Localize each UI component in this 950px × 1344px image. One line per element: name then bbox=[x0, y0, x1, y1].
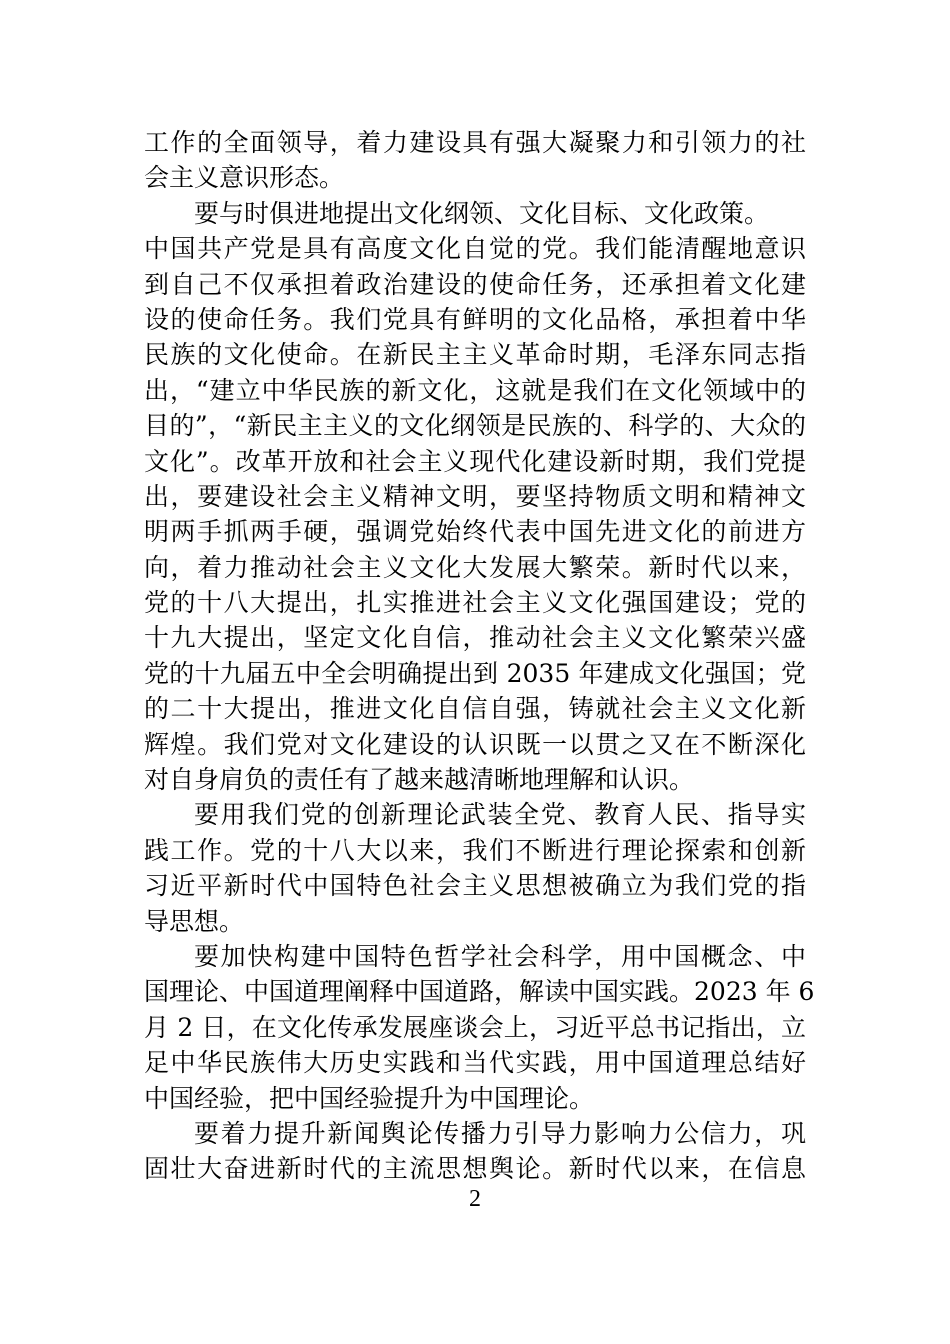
page-number: 2 bbox=[469, 1186, 481, 1212]
text-line: 导思想。 bbox=[144, 906, 245, 936]
text-line: 中国共产党是具有高度文化自觉的党。我们能清醒地意识 bbox=[144, 234, 806, 264]
text-line: 中国经验，把中国经验提升为中国理论。 bbox=[144, 1083, 595, 1113]
paragraph-start-line: 要着力提升新闻舆论传播力引导力影响力公信力，巩 bbox=[194, 1118, 806, 1148]
text-line: 辉煌。我们党对文化建设的认识既一以贯之又在不断深化 bbox=[144, 729, 806, 759]
text-line: 出，要建设社会主义精神文明，要坚持物质文明和精神文 bbox=[144, 481, 806, 511]
body-text bbox=[144, 125, 815, 1187]
paragraph-start-line: 要加快构建中国特色哲学社会科学，用中国概念、中 bbox=[194, 941, 806, 971]
text-line: 文化”。改革开放和社会主义现代化建设新时期，我们党提 bbox=[144, 446, 806, 476]
text-line: 对自身肩负的责任有了越来越清晰地理解和认识。 bbox=[144, 765, 695, 795]
text-line: 向，着力推动社会主义文化大发展大繁荣。新时代以来， bbox=[144, 552, 806, 582]
paragraph-start-line: 要用我们党的创新理论武装全党、教育人民、指导实 bbox=[194, 800, 806, 830]
text-line: 月 2 日，在文化传承发展座谈会上，习近平总书记指出，立 bbox=[144, 1012, 806, 1042]
text-line: 的二十大提出，推进文化自信自强，铸就社会主义文化新 bbox=[144, 694, 806, 724]
text-line: 党的十八大提出，扎实推进社会主义文化强国建设；党的 bbox=[144, 588, 806, 618]
text-line: 明两手抓两手硬，强调党始终代表中国先进文化的前进方 bbox=[144, 517, 806, 547]
text-line: 国理论、中国道理阐释中国道路，解读中国实践。2023 年 6 bbox=[144, 977, 815, 1007]
text-line: 十九大提出，坚定文化自信，推动社会主义文化繁荣兴盛 bbox=[144, 623, 806, 653]
text-line: 固壮大奋进新时代的主流思想舆论。新时代以来，在信息 bbox=[144, 1154, 806, 1184]
text-line: 出，“建立中华民族的新文化，这就是我们在文化领域中的 bbox=[144, 375, 806, 405]
text-line: 习近平新时代中国特色社会主义思想被确立为我们党的指 bbox=[144, 871, 806, 901]
text-line: 会主义意识形态。 bbox=[144, 163, 345, 193]
text-line: 党的十九届五中全会明确提出到 2035 年建成文化强国；党 bbox=[144, 658, 806, 688]
text-line: 足中华民族伟大历史实践和当代实践，用中国道理总结好 bbox=[144, 1048, 806, 1078]
text-line: 践工作。党的十八大以来，我们不断进行理论探索和创新 bbox=[144, 835, 806, 865]
text-line: 民族的文化使命。在新民主主义革命时期，毛泽东同志指 bbox=[144, 340, 806, 370]
text-line: 到自己不仅承担着政治建设的使命任务，还承担着文化建 bbox=[144, 269, 806, 299]
paragraph-start-line: 要与时俱进地提出文化纲领、文化目标、文化政策。 bbox=[194, 198, 770, 228]
text-line: 工作的全面领导，着力建设具有强大凝聚力和引领力的社 bbox=[144, 128, 806, 157]
text-line: 设的使命任务。我们党具有鲜明的文化品格，承担着中华 bbox=[144, 304, 806, 334]
text-line: 目的”，“新民主主义的文化纲领是民族的、科学的、大众的 bbox=[144, 411, 806, 441]
